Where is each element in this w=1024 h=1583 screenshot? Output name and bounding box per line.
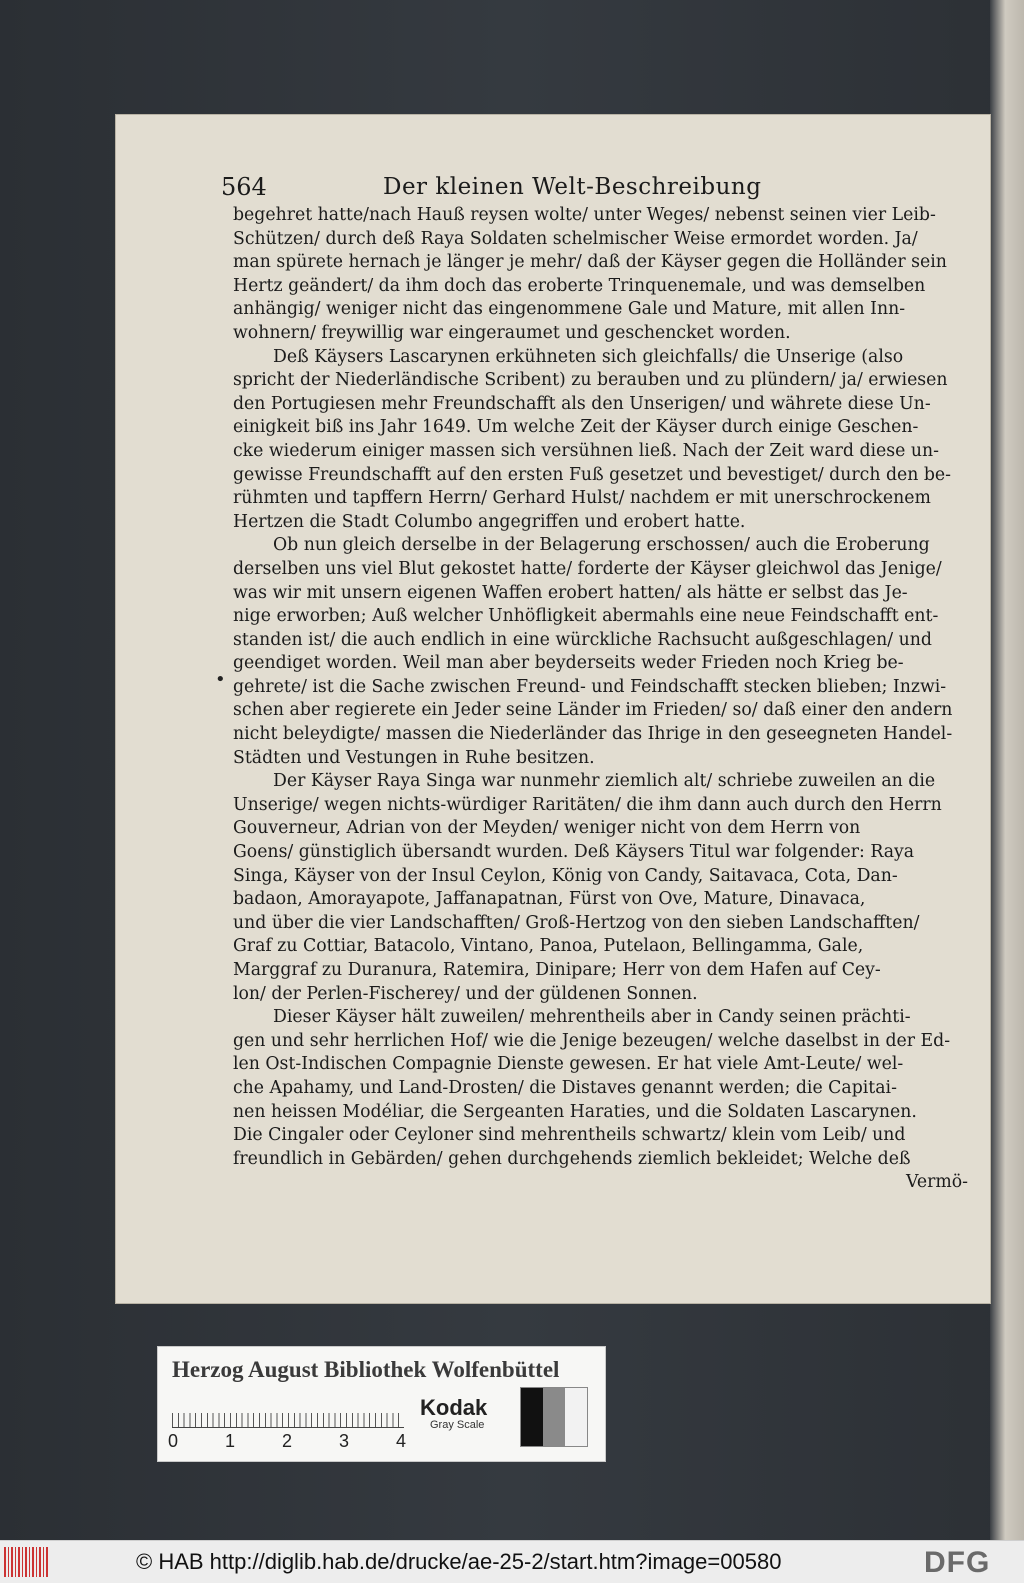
text-line: und über die vier Landschafften/ Groß-Hertzog von den sieben Landschafften/ xyxy=(233,912,920,933)
ruler-number: 4 xyxy=(396,1431,407,1451)
page-number: 564 xyxy=(221,173,267,201)
text-line: badaon, Amorayapote, Jaffanapatnan, Fürst von Ove, Mature, Dinavaca, xyxy=(233,889,866,910)
text-line: Die Cingaler oder Ceyloner sind mehrentheils schwartz/ klein vom Leib/ und xyxy=(233,1125,906,1146)
margin-mark: • xyxy=(215,669,226,690)
text-line: freundlich in Gebärden/ gehen durchgehends ziemlich bekleidet; Welche deß xyxy=(233,1148,911,1169)
gray-patch-gray xyxy=(543,1388,565,1446)
text-line: nige erworben; Auß welcher Unhöfligkeit abermahls eine neue Feindschafft ent- xyxy=(233,606,939,627)
text-line: was wir mit unsern eigenen Waffen erobert hatten/ als hätte er selbst das Je- xyxy=(233,582,908,603)
text-line: nen heissen Modéliar, die Sergeanten Haraties, und die Soldaten Lascarynen. xyxy=(233,1101,917,1122)
text-line: Städten und Vestungen in Ruhe besitzen. xyxy=(233,747,595,768)
book-page xyxy=(115,114,991,1304)
text-line: Deß Käysers Lascarynen erkühneten sich gleichfalls/ die Unserige (also xyxy=(273,346,904,367)
text-line: Hertzen die Stadt Columbo angegriffen und erobert hatte. xyxy=(233,511,746,532)
text-line: gen und sehr herrlichen Hof/ wie die Jenige bezeugen/ welche daselbst in der Ed- xyxy=(233,1030,951,1051)
text-line: spricht der Niederländische Scribent) zu berauben und zu plündern/ ja/ erwiesen xyxy=(233,370,948,391)
text-line: schen aber regierete ein Jeder seine Länder im Frieden/ so/ daß einer den andern xyxy=(233,700,953,721)
gray-patch-black xyxy=(521,1388,543,1446)
text-line: gehrete/ ist die Sache zwischen Freund- und Feindschafft stecken blieben; Inzwi- xyxy=(233,676,947,697)
ruler-numbers xyxy=(168,1431,418,1451)
text-line: anhängig/ weniger nicht das eingenommene Gale und Mature, mit allen Inn- xyxy=(233,299,906,320)
ruler-scale xyxy=(172,1395,404,1428)
text-line: wohnern/ freywillig war eingeraumet und geschencket worden. xyxy=(233,322,791,343)
library-color-card xyxy=(157,1346,606,1462)
running-title: Der kleinen Welt-Beschreibung xyxy=(383,174,762,200)
text-line: einigkeit biß ins Jahr 1649. Um welche Zeit der Käyser durch einige Geschen- xyxy=(233,417,919,438)
barcode-icon xyxy=(4,1547,48,1577)
text-line: cke wiederum einiger massen sich versühnen ließ. Nach der Zeit ward diese un- xyxy=(233,440,939,461)
text-line: gewisse Freundschafft auf den ersten Fuß gesetzet und bevestiget/ durch den be- xyxy=(233,464,951,485)
footer-url[interactable]: © HAB http://diglib.hab.de/drucke/ae-25-2/start.htm?image=00580 xyxy=(136,1549,782,1574)
adjacent-page-edge xyxy=(990,0,1024,1540)
text-line: Ob nun gleich derselbe in der Belagerung erschossen/ auch die Eroberung xyxy=(273,535,930,556)
text-line: rühmten und tapffern Herrn/ Gerhard Hulst/ nachdem er mit unerschrockenem xyxy=(233,488,931,509)
text-line: begehret hatte/nach Hauß reysen wolte/ unter Weges/ nebenst seinen vier Leib- xyxy=(233,205,936,225)
dfg-logo: DFG xyxy=(924,1546,991,1579)
text-line: derselben uns viel Blut gekostet hatte/ forderte der Käyser gleichwol das Jenige/ xyxy=(233,558,942,579)
text-lines xyxy=(233,204,968,1171)
library-name: Herzog August Bibliothek Wolfenbüttel xyxy=(172,1357,560,1382)
text-line: Dieser Käyser hält zuweilen/ mehrentheils aber in Candy seinen prächti- xyxy=(273,1007,911,1028)
gray-patch-white xyxy=(565,1388,587,1446)
ruler-number: 1 xyxy=(225,1431,236,1451)
kodak-logo: Kodak xyxy=(420,1395,488,1420)
text-line: lon/ der Perlen-Fischerey/ und der güldenen Sonnen. xyxy=(233,983,698,1004)
gray-scale-patches xyxy=(520,1387,588,1447)
text-line: Schützen/ durch deß Raya Soldaten schelmischer Weise ermordet worden. Ja/ xyxy=(233,228,918,249)
text-line: che Apahamy, und Land-Drosten/ die Distaves genannt werden; die Capitai- xyxy=(233,1077,897,1098)
text-line: Singa, Käyser von der Insul Ceylon, König von Candy, Saitavaca, Cota, Dan- xyxy=(233,865,898,886)
catchword: Vermö- xyxy=(905,1172,968,1193)
ruler-number: 2 xyxy=(282,1431,293,1451)
text-line: Graf zu Cottiar, Batacolo, Vintano, Panoa, Putelaon, Bellingamma, Gale, xyxy=(233,936,864,957)
text-line: Unserige/ wegen nichts-würdiger Raritäten/ die ihm dann auch durch den Herrn xyxy=(233,794,942,815)
ruler-number: 0 xyxy=(168,1431,179,1451)
text-line: Marggraf zu Duranura, Ratemira, Dinipare; Herr von dem Hafen auf Cey- xyxy=(233,960,881,980)
footer-bar xyxy=(0,1540,1024,1583)
text-line: standen ist/ die auch endlich in eine würckliche Rachsucht außgeschlagen/ und xyxy=(233,629,932,650)
ruler-number: 3 xyxy=(339,1431,350,1451)
page-text-block xyxy=(221,172,968,1195)
text-line: Hertz geändert/ da ihm doch das eroberte Trinquenemale, und was demselben xyxy=(233,275,926,296)
text-line: Goens/ günstiglich übersandt wurden. Deß Käysers Titul war folgender: Raya xyxy=(233,842,915,863)
text-line: nicht beleydigte/ massen die Niederländer das Ihrige in den geseegneten Handel- xyxy=(233,724,953,745)
text-line: Gouverneur, Adrian von der Meyden/ weniger nicht von dem Herrn von xyxy=(233,818,861,839)
text-line: den Portugiesen mehr Freundschafft als den Unserigen/ und währete diese Un- xyxy=(233,393,931,414)
text-line: Der Käyser Raya Singa war nunmehr ziemlich alt/ schriebe zuweilen an die xyxy=(273,771,936,792)
kodak-subtitle: Gray Scale xyxy=(430,1419,485,1431)
text-line: len Ost-Indischen Compagnie Dienste gewesen. Er hat viele Amt-Leute/ wel- xyxy=(233,1054,904,1075)
page-header xyxy=(221,172,968,202)
text-line: man spürete hernach je länger je mehr/ daß der Käyser gegen die Holländer sein xyxy=(233,252,947,273)
text-line: geendiget worden. Weil man aber beyderseits weder Frieden noch Krieg be- xyxy=(233,653,904,674)
